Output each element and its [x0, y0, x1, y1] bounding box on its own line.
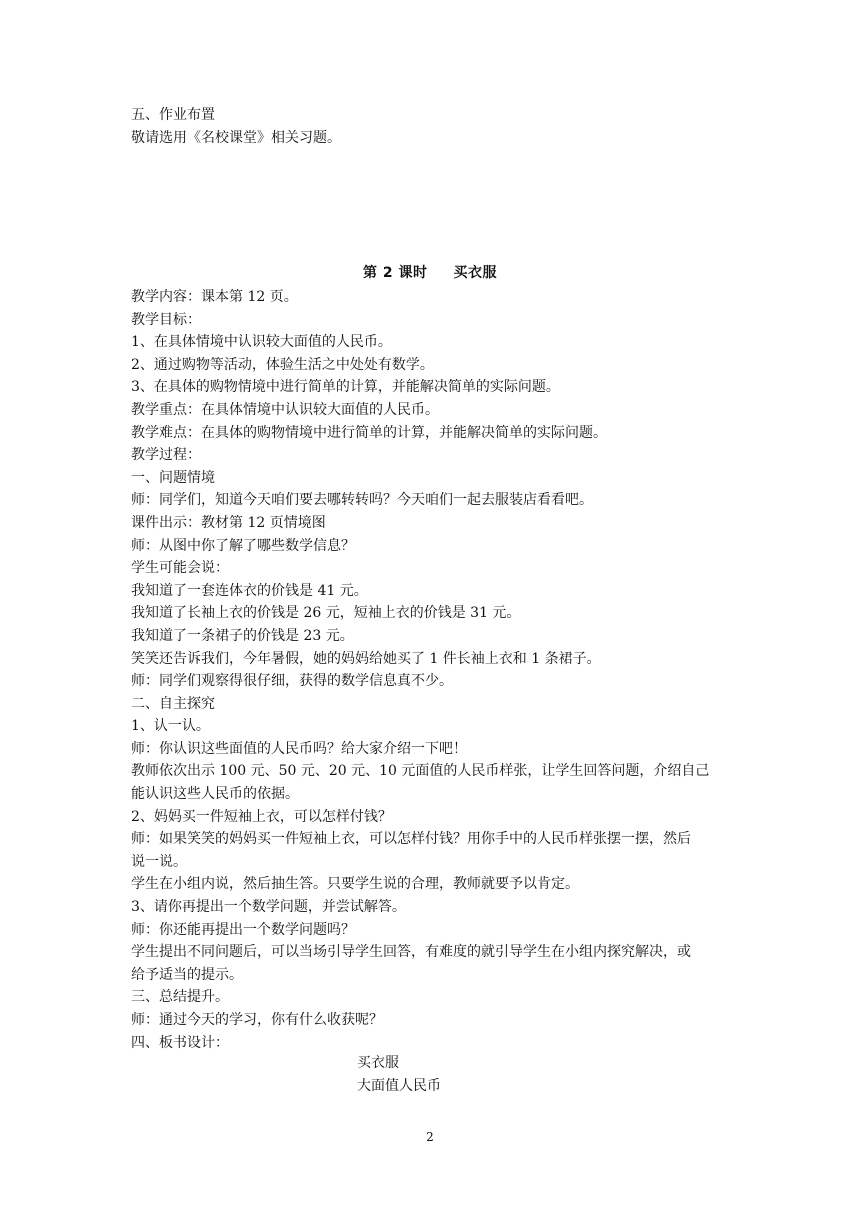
lesson-name: 买衣服: [453, 265, 497, 281]
text-line: 教学重点：在具体情境中认识较大面值的人民币。: [131, 401, 439, 418]
page-number: 2: [426, 1130, 434, 1144]
text-line: 2、通过购物等活动，体验生活之中处处有数学。: [131, 356, 434, 373]
text-line: 一、问题情境: [131, 469, 215, 486]
text-line: 师：如果笑笑的妈妈买一件短袖上衣，可以怎样付钱？用你手中的人民币样张摆一摆，然后: [131, 831, 691, 848]
text-line: 学生在小组内说，然后抽生答。只要学生说的合理，教师就要予以肯定。: [131, 876, 579, 893]
text-line: 给予适当的提示。: [131, 966, 243, 983]
text-line: 3、请你再提出一个数学问题，并尝试解答。: [131, 899, 406, 916]
text-line: 教学难点：在具体的购物情境中进行简单的计算，并能解决简单的实际问题。: [131, 424, 607, 441]
text-line: 学生提出不同问题后，可以当场引导学生回答，有难度的就引导学生在小组内探究解决，或: [131, 944, 691, 961]
lesson-title: [0, 262, 860, 282]
text-line: 能认识这些人民币的依据。: [131, 786, 299, 803]
text-line: 我知道了一套连体衣的价钱是 41 元。: [131, 582, 368, 599]
text-line: 我知道了一条裙子的价钱是 23 元。: [131, 627, 354, 644]
text-line: 师：你还能再提出一个数学问题吗？: [131, 921, 355, 938]
text-line: 教师依次出示 100 元、50 元、20 元、10 元面值的人民币样张，让学生回答问题，介绍自己: [131, 763, 710, 780]
text-line: 笑笑还告诉我们，今年暑假，她的妈妈给她买了 1 件长袖上衣和 1 条裙子。: [131, 650, 601, 667]
text-line: 师：通过今天的学习，你有什么收获呢？: [131, 1012, 383, 1028]
text-line: 师：同学们，知道今天咱们要去哪转转吗？今天咱们一起去服装店看看吧。: [131, 492, 593, 509]
text-line: 大面值人民币: [357, 1077, 441, 1094]
text-line: 师：你认识这些面值的人民币吗？给大家介绍一下吧！: [131, 740, 467, 757]
text-line: 我知道了长袖上衣的价钱是 26 元，短袖上衣的价钱是 31 元。: [131, 605, 521, 622]
blackboard-design: [357, 1052, 441, 1097]
text-line: 说一说。: [131, 853, 187, 870]
text-line: 2、妈妈买一件短袖上衣，可以怎样付钱？: [131, 808, 392, 825]
lesson-body: [131, 286, 741, 1054]
text-line: 师：同学们观察得很仔细，获得的数学信息真不少。: [131, 673, 453, 690]
text-line: 1、在具体情境中认识较大面值的人民币。: [131, 334, 392, 351]
text-line: 五、作业布置: [131, 107, 215, 123]
text-line: 教学目标：: [131, 311, 201, 328]
text-line: 1、认一认。: [131, 718, 210, 735]
text-line: 二、自主探究: [131, 695, 215, 712]
homework-section: [131, 104, 741, 149]
lesson-number: 第 2 课时: [363, 265, 428, 281]
text-line: 买衣服: [357, 1055, 399, 1071]
text-line: 课件出示：教材第 12 页情境图: [131, 514, 326, 531]
text-line: 师：从图中你了解了哪些数学信息？: [131, 537, 355, 554]
text-line: 教学内容：课本第 12 页。: [131, 289, 298, 305]
text-line: 学生可能会说：: [131, 560, 229, 577]
text-line: 四、板书设计：: [131, 1034, 229, 1051]
text-line: 敬请选用《名校课堂》相关习题。: [131, 129, 341, 146]
text-line: 教学过程：: [131, 447, 201, 464]
text-line: 3、在具体的购物情境中进行简单的计算，并能解决简单的实际问题。: [131, 379, 560, 396]
text-line: 三、总结提升。: [131, 989, 229, 1006]
